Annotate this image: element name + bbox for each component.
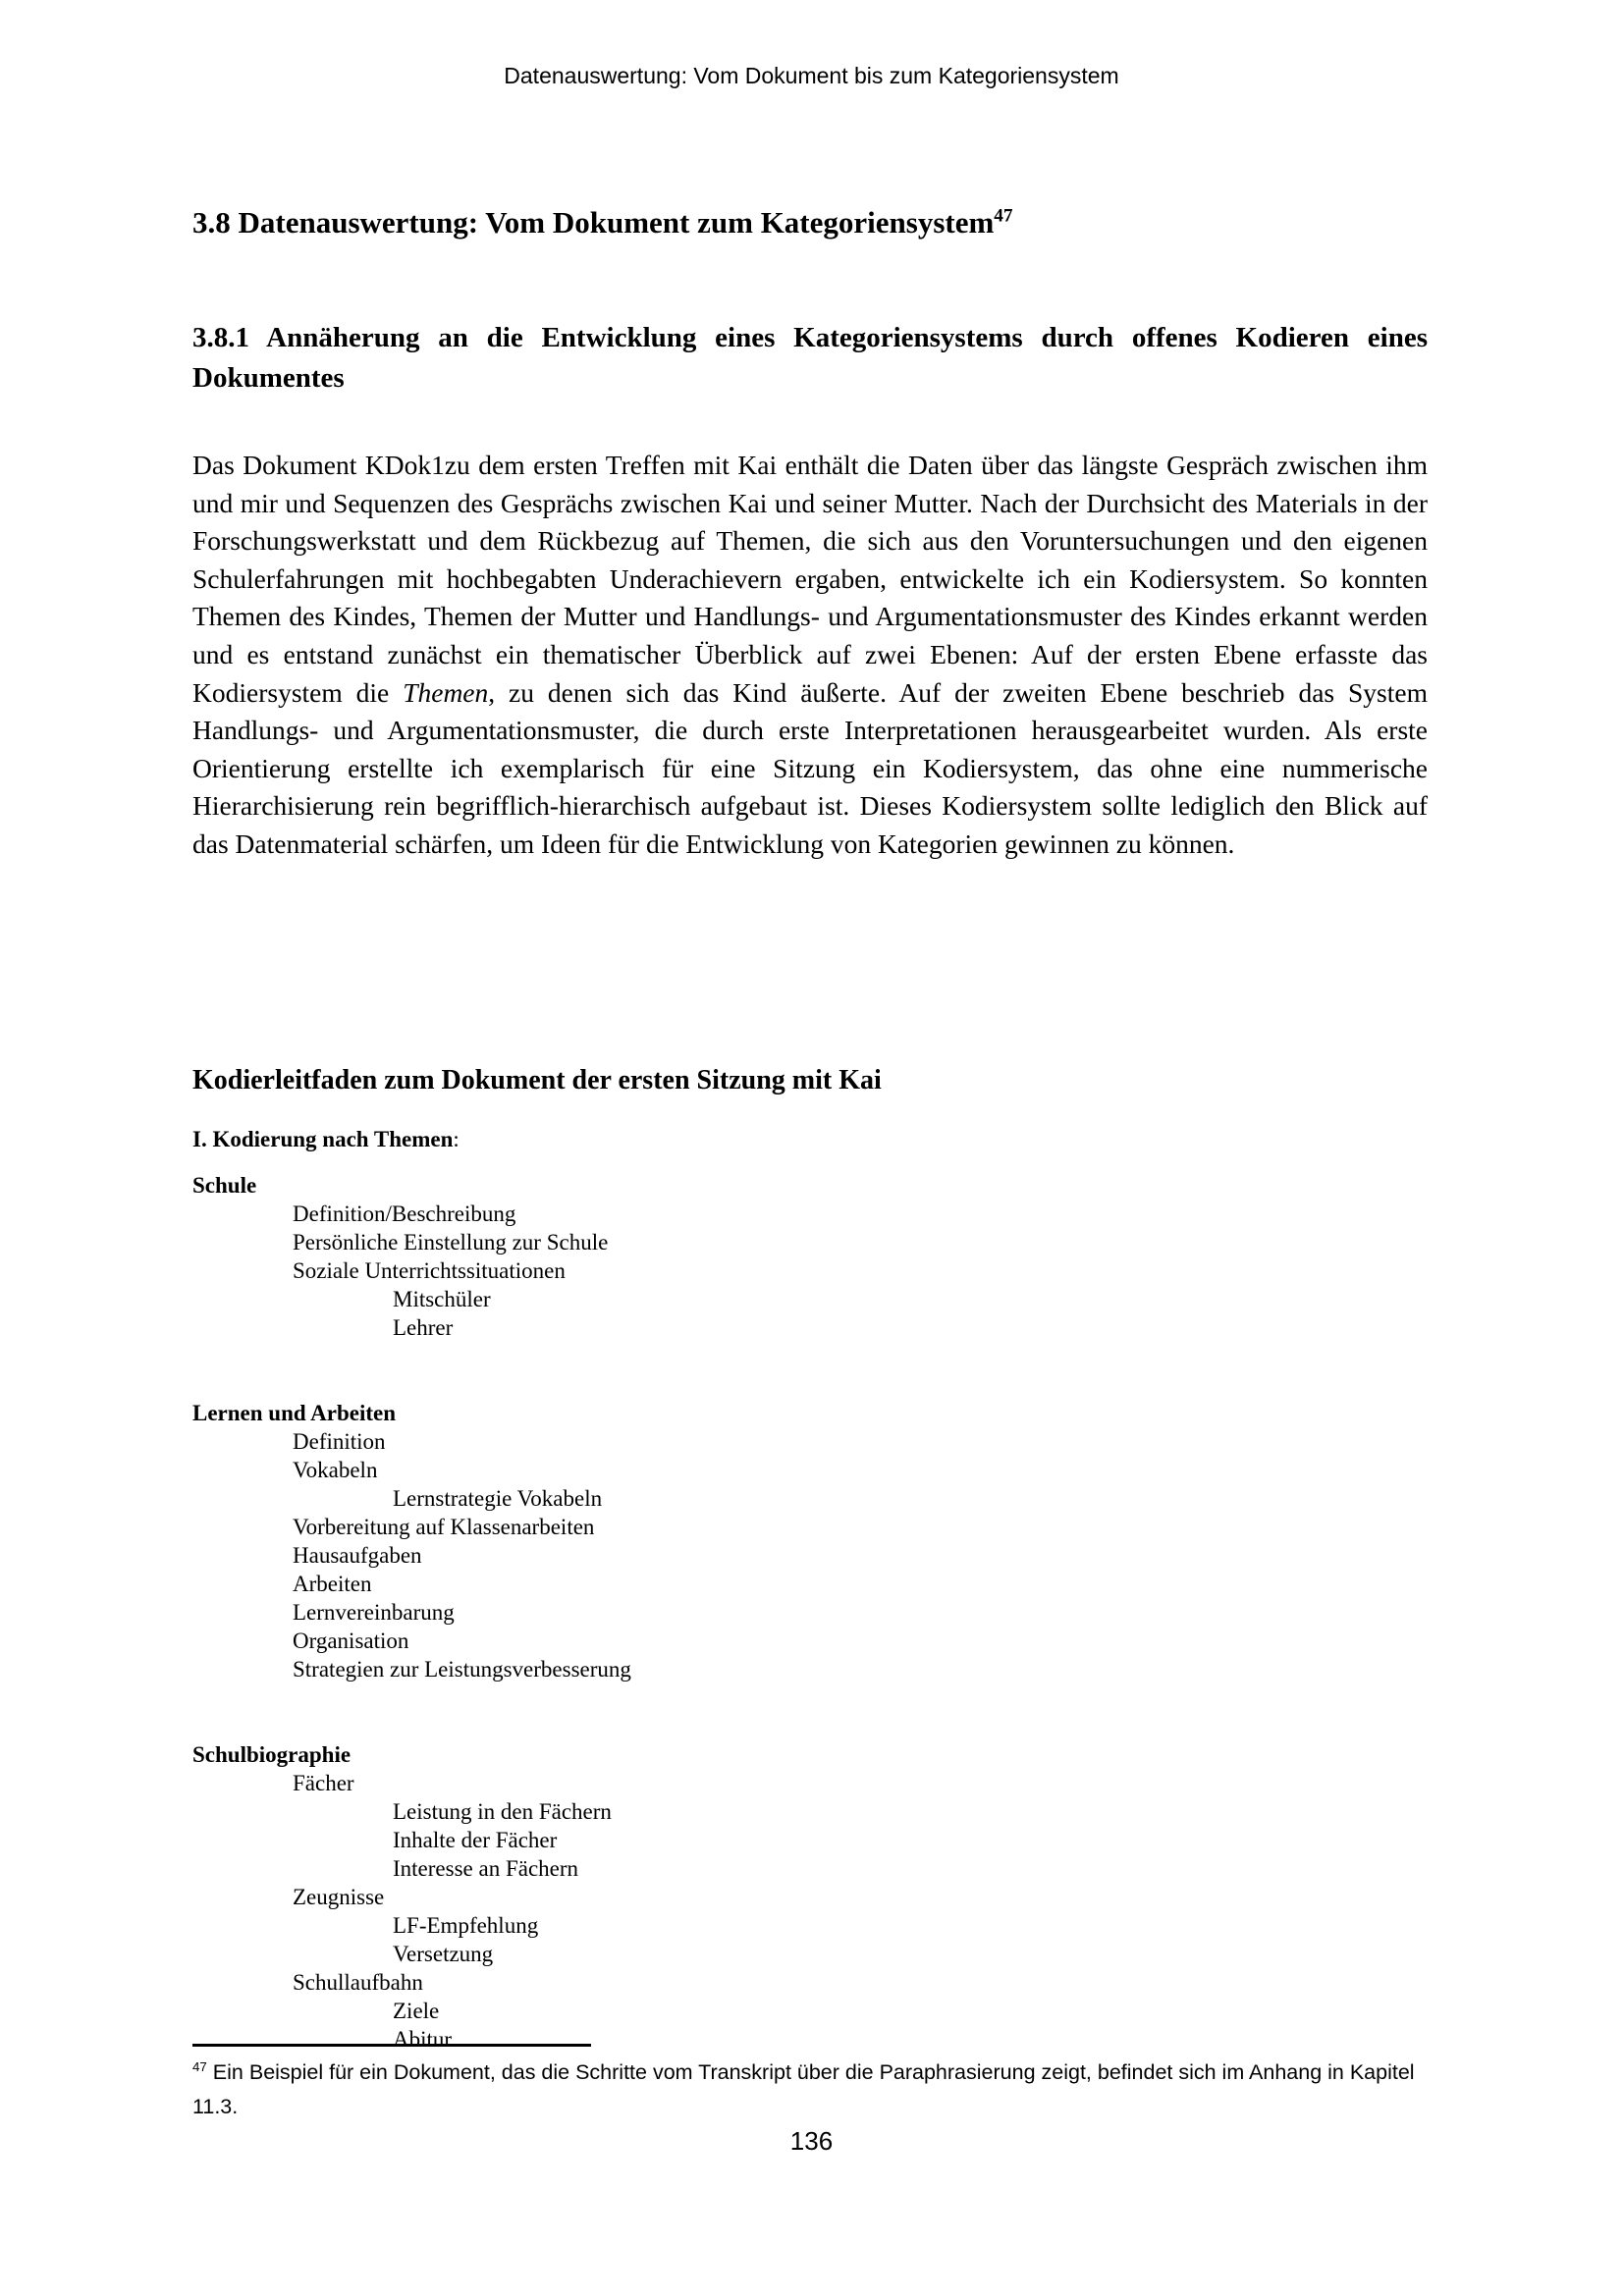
- section-heading: [192, 203, 1428, 242]
- footnote-separator-rule: [192, 2044, 591, 2047]
- outline-item: Mitschüler: [393, 1287, 491, 1311]
- outline-item: Versetzung: [393, 1942, 494, 1966]
- outline-item: Vokabeln: [293, 1458, 378, 1482]
- outline-item: Organisation: [293, 1629, 409, 1653]
- outline-item: Zeugnisse: [293, 1885, 385, 1909]
- outline-item: Interesse an Fächern: [393, 1856, 579, 1881]
- body-paragraph: [192, 447, 1428, 864]
- outline-item: Lernstrategie Vokabeln: [393, 1486, 603, 1511]
- outline-group-lernen-und-arbeiten: [192, 1399, 1428, 1683]
- outline-item: Definition/Beschreibung: [293, 1201, 516, 1226]
- outline-group-title: Schulbiographie: [192, 1742, 352, 1767]
- outline-group-schulbiographie: [192, 1740, 1428, 2054]
- outline-item: Ziele: [393, 1999, 440, 2023]
- outline-item: Hausaufgaben: [293, 1543, 422, 1568]
- footnote-reference-marker: 47: [994, 205, 1013, 227]
- kodierung-subheading: [192, 1127, 1428, 1152]
- footnote-text: Ein Beispiel für ein Dokument, das die Schritte vom Transkript über die Paraphrasierung zeigt, befindet sich im Anhang in Kapitel 11.3.: [192, 2060, 1415, 2118]
- outline-item: Inhalte der Fächer: [393, 1828, 558, 1852]
- running-header: Datenauswertung: Vom Dokument bis zum Kategoriensystem: [504, 63, 1119, 88]
- paragraph-text-part1: Das Dokument KDok1zu dem ersten Treffen mit Kai enthält die Daten über das längste Gespräch zwischen ihm und mir und Sequenzen des Gesprächs zwischen Kai und seiner Mutter. Nach der Durchsicht des Materials in der Forschungswerkstatt und dem Rückbezug auf Themen, die sich aus den Voruntersuchungen und den eigenen Schulerfahrungen mit hochbegabten Underachievern ergaben, entwickelte ich ein Kodiersystem. So konnten Themen des Kindes, Themen der Mutter und Handlungs- und Argumentationsmuster des Kindes erkannt werden und es entstand zunächst ein thematischer Überblick auf zwei Ebenen: Auf der ersten Ebene erfasste das Kodiersystem die: [192, 450, 1428, 708]
- coding-outline: [192, 1171, 1428, 2054]
- outline-item: Lernvereinbarung: [293, 1600, 455, 1625]
- paragraph-italic-term: Themen: [403, 676, 489, 708]
- outline-item: Vorbereitung auf Klassenarbeiten: [293, 1515, 595, 1539]
- paragraph-text-part2: , zu denen sich das Kind äußerte. Auf der zweiten Ebene beschrieb das System Handlungs- und Argumentationsmuster, die durch erste Interpretationen herausgearbeitet wurden. Als erste Orientierung erstellte ich exemplarisch für eine Sitzung ein Kodiersystem, das ohne eine nummerische Hierarchisierung rein begrifflich-hierarchisch aufgebaut ist. Dieses Kodiersystem sollte lediglich den Blick auf das Datenmaterial schärfen, um Ideen für die Entwicklung von Kategorien gewinnen zu können.: [192, 676, 1428, 859]
- page-number: 136: [789, 2126, 834, 2156]
- outline-item: Schullaufbahn: [293, 1970, 423, 1995]
- outline-item: Soziale Unterrichtssituationen: [293, 1258, 566, 1283]
- kodierleitfaden-heading: Kodierleitfaden zum Dokument der ersten Sitzung mit Kai: [192, 1065, 882, 1095]
- outline-group-title: Lernen und Arbeiten: [192, 1401, 397, 1425]
- outline-item: LF-Empfehlung: [393, 1913, 539, 1938]
- outline-item: Leistung in den Fächern: [393, 1799, 612, 1824]
- outline-item: Abitur: [393, 2027, 453, 2052]
- outline-item: Persönliche Einstellung zur Schule: [293, 1230, 609, 1255]
- kodierung-subheading-text: I. Kodierung nach Themen: [192, 1127, 454, 1151]
- subsection-heading: 3.8.1 Annäherung an die Entwicklung eines Kategoriensystems durch offenes Kodieren eines Dokumentes: [192, 322, 1428, 395]
- outline-item: Lehrer: [393, 1315, 454, 1340]
- outline-item: Arbeiten: [293, 1572, 372, 1596]
- footnote: [192, 2056, 1432, 2124]
- outline-group-title: Schule: [192, 1173, 257, 1198]
- outline-item: Strategien zur Leistungsverbesserung: [293, 1657, 631, 1682]
- outline-item: Definition: [293, 1429, 386, 1454]
- section-heading-text: 3.8 Datenauswertung: Vom Dokument zum Kategoriensystem: [192, 204, 995, 240]
- footnote-number: 47: [192, 2058, 207, 2074]
- kodierung-subheading-colon: :: [453, 1127, 460, 1151]
- outline-group-schule: [192, 1171, 1428, 1342]
- outline-item: Fächer: [293, 1771, 354, 1795]
